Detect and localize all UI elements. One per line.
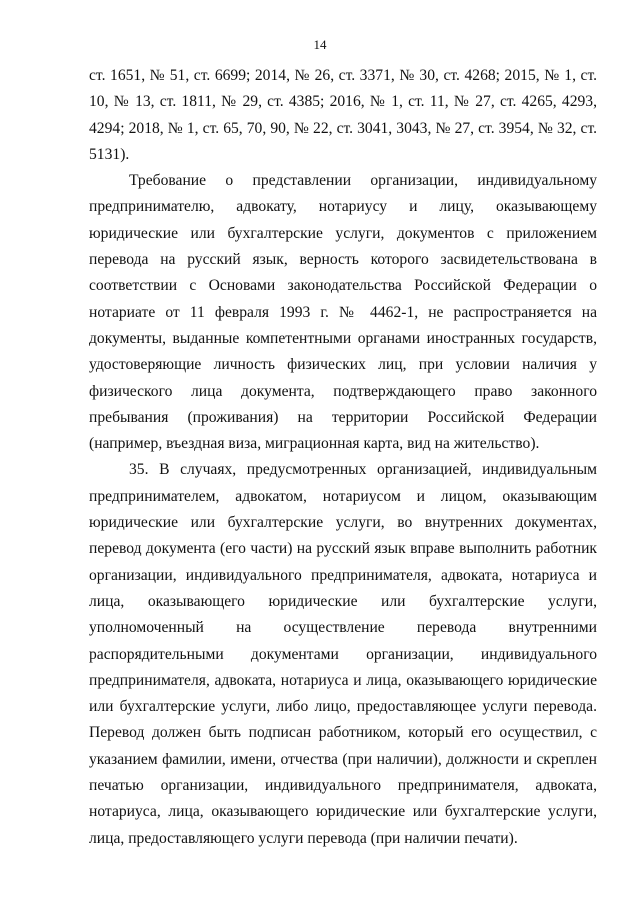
paragraph-requirement: Требование о представлении организации, индивидуальному предпринимателю, адвокату, нотариусу и лицу, оказывающему юридические или бухгалтерские услуги, документов с приложением перевода на русский язык, верность которого засвидетельствована в соответствии с Основами законодательства Российской Федерации о нотариате от 11 февраля 1993 г. № 4462-1, не распространяется на документы, выданные компетентными органами иностранных государств, удостоверяющие личность физических лиц, при условии наличия у физического лица документа, подтверждающего право законного пребывания (проживания) на территории Российской Федерации (например, въездная виза, миграционная карта, вид на жительство). [89, 172, 597, 453]
document-body [89, 63, 597, 852]
paragraph-clause-35: 35. В случаях, предусмотренных организацией, индивидуальным предпринимателем, адвокатом, нотариусом и лицом, оказывающим юридические или бухгалтерские услуги, во внутренних документах, перевод документа (его части) на русский язык вправе выполнить работник организации, индивидуального предпринимателя, адвоката, нотариуса и лица, оказывающего юридические или бухгалтерские услуги, уполномоченный на осуществление перевода внутренними распорядительными документами организации, индивидуального предпринимателя, адвоката, нотариуса и лица, оказывающего юридические или бухгалтерские услуги, либо лицо, предоставляющее услуги перевода. Перевод должен быть подписан работником, который его осуществил, с указанием фамилии, имени, отчества (при наличии), должности и скреплен печатью организации, индивидуального предпринимателя, адвоката, нотариуса, лица, оказывающего юридические или бухгалтерские услуги, лица, предоставляющего услуги перевода (при наличии печати). [89, 461, 597, 847]
paragraph-continuation: ст. 1651, № 51, ст. 6699; 2014, № 26, ст. 3371, № 30, ст. 4268; 2015, № 1, ст. 10, № 13, ст. 1811, № 29, ст. 4385; 2016, № 1, ст. 11, № 27, ст. 4265, 4293, 4294; 2018, № 1, ст. 65, 70, 90, № 22, ст. 3041, 3043, № 27, ст. 3954, № 32, ст. 5131). [89, 67, 597, 163]
page-number: 14 [313, 37, 327, 52]
